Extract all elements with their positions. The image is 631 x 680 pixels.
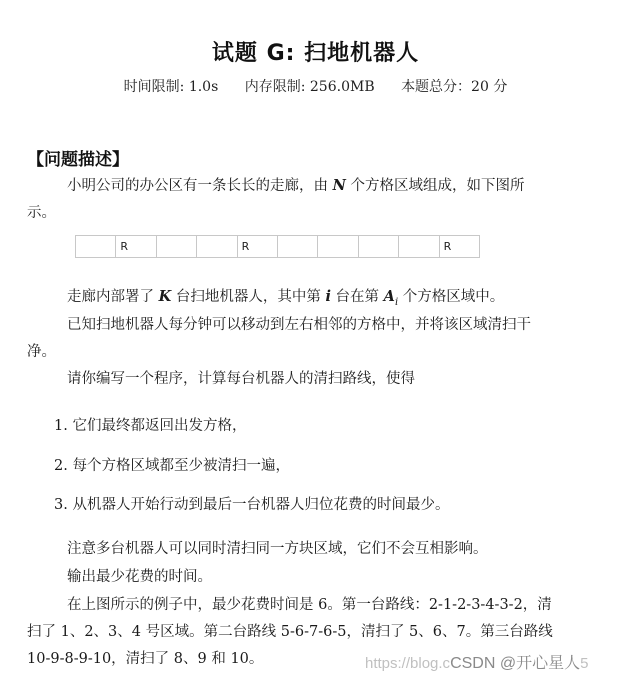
corridor-cell <box>318 236 358 257</box>
example-paragraph-line2: 扫了 1、2、3、4 号区域。第二台路线 5-6-7-6-5，清扫了 5、6、7。第三台路线 <box>27 624 553 640</box>
condition-item-2: 2. 每个方格区域都至少被清扫一遍， <box>54 458 290 474</box>
corridor-cell <box>399 236 439 257</box>
movement-paragraph-line2: 净。 <box>27 344 56 360</box>
corridor-cell <box>359 236 399 257</box>
var-a: A <box>383 288 395 305</box>
watermark-brand: CSDN @开心星人 <box>450 655 581 672</box>
intro-paragraph-line1 <box>67 172 524 200</box>
corridor-grid <box>75 235 480 258</box>
example-paragraph-line3: 10-9-8-9-10，清扫了 8、9 和 10。 <box>27 651 264 667</box>
watermark <box>365 650 588 673</box>
example-paragraph-line1: 在上图所示的例子中，最少花费时间是 6。第一台路线：2-1-2-3-4-3-2，清 <box>67 597 552 613</box>
var-i: i <box>325 288 331 305</box>
corridor-cell <box>197 236 237 257</box>
output-paragraph: 输出最少花费的时间。 <box>67 569 212 585</box>
corridor-cell: R <box>116 236 156 257</box>
watermark-tail: 5 <box>580 655 589 672</box>
robots-text-c: 台在第 <box>330 289 384 305</box>
robots-text-a: 走廊内部署了 <box>67 289 159 305</box>
intro-text-a: 小明公司的办公区有一条长长的走廊，由 <box>67 178 333 194</box>
var-n: N <box>332 177 346 194</box>
page-title: 试题 G: 扫地机器人 <box>211 41 420 66</box>
robots-text-d: 个方格区域中。 <box>398 289 505 305</box>
corridor-cell: R <box>443 240 452 253</box>
corridor-cell: R <box>238 236 278 257</box>
section-heading: 【问题描述】 <box>27 150 129 170</box>
movement-paragraph-line1: 已知扫地机器人每分钟可以移动到左右相邻的方格中，并将该区域清扫干 <box>67 317 531 333</box>
total-score: 本题总分：20 分 <box>401 79 508 95</box>
note-paragraph: 注意多台机器人可以同时清扫同一方块区域，它们不会互相影响。 <box>67 541 488 557</box>
memory-limit: 内存限制: 256.0MB <box>244 79 375 95</box>
corridor-cell <box>157 236 197 257</box>
task-paragraph: 请你编写一个程序，计算每台机器人的清扫路线，使得 <box>67 371 415 387</box>
var-k: K <box>158 288 172 305</box>
condition-item-1: 1. 它们最终都返回出发方格， <box>54 418 247 434</box>
watermark-url: https://blog.c <box>365 655 451 672</box>
intro-paragraph-line2: 示。 <box>27 205 56 221</box>
var-a-subscript: i <box>394 296 399 308</box>
corridor-cell <box>76 236 116 257</box>
problem-meta <box>0 76 631 96</box>
robots-text-b: 台扫地机器人，其中第 <box>171 289 326 305</box>
condition-item-3: 3. 从机器人开始行动到最后一台机器人归位花费的时间最少。 <box>54 497 450 513</box>
corridor-cell <box>278 236 318 257</box>
intro-text-b: 个方格区域组成，如下图所 <box>345 178 525 194</box>
time-limit: 时间限制: 1.0s <box>123 79 219 95</box>
